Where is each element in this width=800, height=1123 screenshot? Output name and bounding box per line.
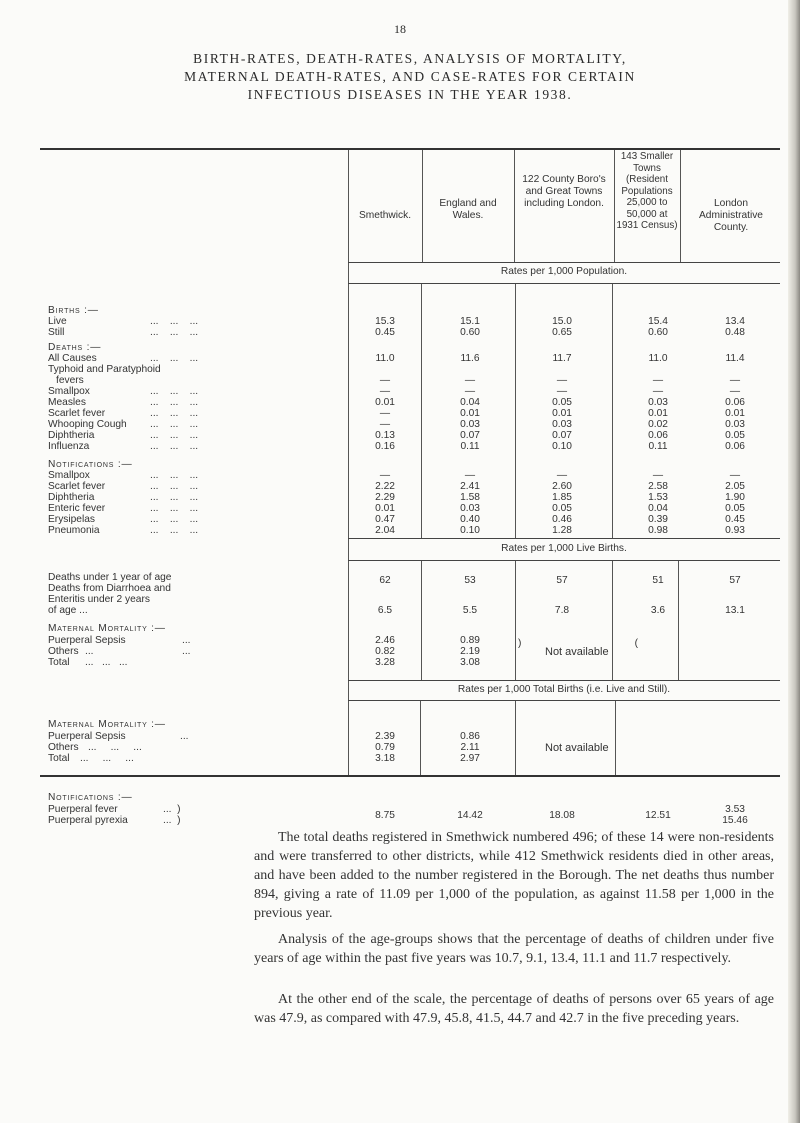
- row-label: Scarlet fever: [48, 408, 106, 419]
- band-label-live-births: Rates per 1,000 Live Births.: [501, 543, 627, 554]
- row-dots: ... ... ...: [150, 327, 199, 338]
- cell-smaller: 15.4: [648, 316, 668, 327]
- row-dots: ... ): [163, 804, 181, 815]
- cell-london: 0.06: [725, 441, 745, 452]
- row-dots: ... ... ...: [150, 430, 199, 441]
- column-separator: [515, 283, 516, 538]
- row-label: All Causes: [48, 353, 97, 364]
- cell-county: 15.0: [552, 316, 572, 327]
- row-label: Scarlet fever: [48, 481, 106, 492]
- cell-puerperal-county: 18.08: [549, 810, 575, 821]
- cell-county: 0.05: [552, 397, 572, 408]
- row-label-others: Others: [48, 646, 79, 657]
- cell-london: —: [729, 375, 741, 386]
- cell-england: 0.40: [460, 514, 480, 525]
- cell-smaller: 0.01: [648, 408, 668, 419]
- cell-london: 2.05: [725, 481, 745, 492]
- cell-smethwick: 11.0: [375, 353, 395, 364]
- row-label: Typhoid and Paratyphoid: [48, 364, 161, 375]
- column-separator: [680, 150, 681, 262]
- table-top-rule: [40, 148, 780, 150]
- cell-england: 0.07: [460, 430, 480, 441]
- column-header-england-wales: England and Wales.: [439, 198, 497, 221]
- cell-smaller: 2.58: [648, 481, 668, 492]
- cell-smaller: —: [652, 386, 664, 397]
- row-dots: ...: [182, 646, 191, 657]
- row-label: Measles: [48, 397, 86, 408]
- cell-county: 1.28: [552, 525, 572, 536]
- row-dots: ... ... ...: [150, 408, 199, 419]
- cell-county: —: [556, 386, 568, 397]
- table-bottom-rule: [40, 775, 780, 777]
- cell-diarrhoea-smaller: 3.6: [650, 605, 666, 616]
- cell-county: 0.65: [552, 327, 572, 338]
- column-separator: [614, 150, 615, 262]
- cell-smethwick: 0.47: [375, 514, 395, 525]
- paragraph-age-groups: Analysis of the age-groups shows that the percentage of deaths of children under five years of age within the past five years was 10.7, 9.1, 13.4, 11.1 and 11.7 respectively.: [254, 932, 774, 966]
- cell-england: 0.60: [460, 327, 480, 338]
- cell-england: 0.01: [460, 408, 480, 419]
- band-rule: [348, 283, 780, 284]
- row-label-diarrhoea-deaths: Deaths from Diarrhoea and: [48, 583, 171, 594]
- cell-smaller: —: [652, 470, 664, 481]
- section-label-notifications: Notifications :—: [48, 459, 133, 470]
- cell-maternal-sepsis-smethwick: 2.39: [375, 731, 395, 742]
- row-dots: ... ... ...: [80, 753, 134, 764]
- cell-diarrhoea-smethwick: 6.5: [377, 605, 393, 616]
- cell-county: 0.05: [552, 503, 572, 514]
- row-label-puerperal-pyrexia: Puerperal pyrexia: [48, 815, 128, 826]
- page-edge-shadow: [788, 0, 800, 1123]
- cell-diarrhoea-england: 5.5: [462, 605, 478, 616]
- column-separator: [612, 283, 613, 538]
- cell-maternal-total-smethwick: 3.18: [375, 753, 395, 764]
- cell-maternal-total-england: 2.97: [460, 753, 480, 764]
- cell-london: 0.93: [725, 525, 745, 536]
- row-dots: ... ... ...: [150, 481, 199, 492]
- cell-london: —: [729, 386, 741, 397]
- column-header-london: London Administrative County.: [699, 198, 763, 233]
- column-separator: [515, 560, 516, 680]
- cell-london: 0.45: [725, 514, 745, 525]
- cell-england: 0.11: [460, 441, 480, 452]
- row-label-puerperal-sepsis: Puerperal Sepsis: [48, 731, 126, 742]
- title-line: INFECTIOUS DISEASES IN THE YEAR 1938.: [247, 87, 573, 102]
- column-separator: [348, 150, 349, 775]
- cell-england: —: [464, 386, 476, 397]
- cell-infant-smethwick: 62: [379, 575, 391, 586]
- cell-smethwick: —: [379, 408, 391, 419]
- cell-puerperal-smethwick: 8.75: [375, 810, 395, 821]
- cell-england: 0.03: [460, 419, 480, 430]
- cell-puerperal-pyrexia-london: 15.46: [722, 815, 748, 826]
- cell-infant-england: 53: [464, 575, 476, 586]
- cell-smethwick: 0.45: [375, 327, 395, 338]
- cell-diarrhoea-county: 7.8: [554, 605, 570, 616]
- cell-smethwick: 0.16: [375, 441, 395, 452]
- column-header-county-boroughs: 122 County Boro's and Great Towns including London.: [522, 174, 606, 209]
- cell-london: 0.06: [725, 397, 745, 408]
- cell-london: —: [729, 470, 741, 481]
- cell-smethwick: —: [379, 470, 391, 481]
- row-label-others: Others: [48, 742, 79, 753]
- cell-smaller: 0.39: [648, 514, 668, 525]
- cell-smaller: 0.11: [648, 441, 668, 452]
- cell-england: 15.1: [460, 316, 480, 327]
- cell-smethwick: 0.01: [375, 503, 395, 514]
- cell-smaller: 0.03: [648, 397, 668, 408]
- cell-london: 0.01: [725, 408, 745, 419]
- column-header-smaller-towns: 143 Smaller Towns (Resident Populations 25,000 to 50,000 at 1931 Census): [616, 151, 678, 231]
- cell-county: 11.7: [552, 353, 572, 364]
- column-separator: [515, 700, 516, 775]
- band-rule: [348, 700, 780, 701]
- section-label-notifications: Notifications :—: [48, 792, 133, 803]
- cell-county: 0.03: [552, 419, 572, 430]
- column-separator: [514, 150, 515, 262]
- not-available-note: ) (: [518, 638, 639, 649]
- cell-county: 0.10: [552, 441, 572, 452]
- band-rule: [348, 262, 780, 263]
- cell-smaller: 0.06: [648, 430, 668, 441]
- cell-smethwick: 0.13: [375, 430, 395, 441]
- cell-smaller: 0.60: [648, 327, 668, 338]
- row-dots: ...: [180, 731, 189, 742]
- row-dots: ... ... ...: [150, 353, 199, 364]
- cell-maternal-others-england: 2.11: [460, 742, 480, 753]
- cell-infant-london: 57: [729, 575, 741, 586]
- cell-england: —: [464, 470, 476, 481]
- cell-england: 0.10: [460, 525, 480, 536]
- cell-smethwick: —: [379, 375, 391, 386]
- row-label: Enteric fever: [48, 503, 106, 514]
- row-label-puerperal-fever: Puerperal fever: [48, 804, 118, 815]
- cell-puerperal-england: 14.42: [457, 810, 483, 821]
- cell-maternal-total-england: 3.08: [460, 657, 480, 668]
- cell-london: 11.4: [725, 353, 745, 364]
- row-dots: ... ... ...: [85, 657, 128, 668]
- section-label-maternal-mortality: Maternal Mortality :—: [48, 719, 166, 730]
- cell-maternal-total-smethwick: 3.28: [375, 657, 395, 668]
- row-label: Whooping Cough: [48, 419, 127, 430]
- row-dots: ... ... ...: [150, 525, 199, 536]
- column-separator: [612, 560, 613, 680]
- paragraph-over-65: At the other end of the scale, the percentage of deaths of persons over 65 years of age was 47.9, as compared with 47.9, 45.8, 41.5, 44.7 and 42.7 in the five preceding years.: [254, 992, 774, 1026]
- cell-infant-smaller: 51: [652, 575, 664, 586]
- row-label: Still: [48, 327, 65, 338]
- cell-london: 13.4: [725, 316, 745, 327]
- column-separator: [421, 283, 422, 538]
- row-dots: ... ... ...: [150, 316, 199, 327]
- cell-puerperal-smaller: 12.51: [645, 810, 671, 821]
- row-label-diarrhoea-deaths: of age ...: [48, 605, 88, 616]
- band-label-total-births: Rates per 1,000 Total Births (i.e. Live and Still).: [457, 684, 671, 695]
- cell-county: —: [556, 470, 568, 481]
- cell-england: 2.41: [460, 481, 480, 492]
- row-label-total: Total: [48, 753, 70, 764]
- paragraph-total-deaths: The total deaths registered in Smethwick numbered 496; of these 14 were non-residents and were transferred to other districts, while 412 Smethwick residents died in other areas, and have been added to the number registered in the Borough. The net deaths thus number 894, giving a rate of 11.09 per 1,000 of the population, as against 11.58 per 1,000 in the previous year.: [254, 830, 774, 921]
- cell-smaller: 0.02: [648, 419, 668, 430]
- cell-england: 0.03: [460, 503, 480, 514]
- row-label-infant-deaths: Deaths under 1 year of age: [48, 572, 172, 583]
- cell-smethwick: 2.04: [375, 525, 395, 536]
- row-label: Live: [48, 316, 67, 327]
- cell-london: 0.48: [725, 327, 745, 338]
- cell-smethwick: 15.3: [375, 316, 395, 327]
- column-separator: [615, 700, 616, 775]
- row-label: Erysipelas: [48, 514, 95, 525]
- cell-maternal-others-smethwick: 0.79: [375, 742, 395, 753]
- cell-smethwick: 2.22: [375, 481, 395, 492]
- row-dots: ... ... ...: [150, 503, 199, 514]
- row-dots: ...: [85, 646, 94, 657]
- cell-england: 11.6: [460, 353, 480, 364]
- row-label: fevers: [56, 375, 84, 386]
- row-dots: ... ... ...: [150, 514, 199, 525]
- cell-london: 0.05: [725, 503, 745, 514]
- row-dots: ... ... ...: [150, 397, 199, 408]
- table-title: [120, 50, 700, 104]
- cell-smaller: 0.04: [648, 503, 668, 514]
- row-label-diarrhoea-deaths: Enteritis under 2 years: [48, 594, 150, 605]
- cell-maternal-sepsis-smethwick: 2.46: [375, 635, 395, 646]
- section-label-deaths: Deaths :—: [48, 342, 102, 353]
- cell-smethwick: —: [379, 386, 391, 397]
- row-dots: ... ... ...: [150, 419, 199, 430]
- column-separator: [420, 700, 421, 775]
- cell-london: 0.03: [725, 419, 745, 430]
- cell-puerperal-fever-london: 3.53: [725, 804, 745, 815]
- cell-maternal-others-smethwick: 0.82: [375, 646, 395, 657]
- cell-england: 0.04: [460, 397, 480, 408]
- cell-county: 0.46: [552, 514, 572, 525]
- cell-england: —: [464, 375, 476, 386]
- row-label: Diphtheria: [48, 430, 95, 441]
- row-dots: ... ... ...: [150, 386, 199, 397]
- row-label-puerperal-sepsis: Puerperal Sepsis: [48, 635, 126, 646]
- cell-england: 1.58: [460, 492, 480, 503]
- cell-smaller: 0.98: [648, 525, 668, 536]
- column-separator: [421, 560, 422, 680]
- cell-smaller: 1.53: [648, 492, 668, 503]
- band-rule: [348, 680, 780, 681]
- row-dots: ... ... ...: [150, 441, 199, 452]
- row-dots: ... ... ...: [150, 492, 199, 503]
- title-line: BIRTH-RATES, DEATH-RATES, ANALYSIS OF MORTALITY,: [193, 51, 627, 66]
- cell-smethwick: 2.29: [375, 492, 395, 503]
- cell-smaller: 11.0: [648, 353, 668, 364]
- row-dots: ... ): [163, 815, 181, 826]
- row-label: Influenza: [48, 441, 90, 452]
- row-label: Smallpox: [48, 470, 90, 481]
- row-label: Pneumonia: [48, 525, 100, 536]
- cell-county: 2.60: [552, 481, 572, 492]
- cell-county: 0.01: [552, 408, 572, 419]
- cell-smethwick: 0.01: [375, 397, 395, 408]
- row-label: Diphtheria: [48, 492, 95, 503]
- page-number: 18: [394, 22, 406, 36]
- band-rule: [348, 538, 780, 539]
- band-rule: [348, 560, 780, 561]
- cell-smaller: —: [652, 375, 664, 386]
- cell-county: 1.85: [552, 492, 572, 503]
- cell-london: 1.90: [725, 492, 745, 503]
- not-available-label: Not available: [545, 742, 609, 754]
- column-separator: [422, 150, 423, 262]
- section-label-births: Births :—: [48, 305, 99, 316]
- title-line: MATERNAL DEATH-RATES, AND CASE-RATES FOR CERTAIN: [184, 69, 636, 84]
- cell-maternal-others-england: 2.19: [460, 646, 480, 657]
- cell-maternal-sepsis-england: 0.89: [460, 635, 480, 646]
- cell-london: 0.05: [725, 430, 745, 441]
- row-dots: ... ... ...: [88, 742, 142, 753]
- column-header-smethwick: Smethwick.: [358, 210, 412, 221]
- cell-diarrhoea-london: 13.1: [725, 605, 745, 616]
- cell-maternal-sepsis-england: 0.86: [460, 731, 480, 742]
- cell-infant-county: 57: [556, 575, 568, 586]
- not-available-label: Not available: [545, 646, 609, 658]
- row-label: Smallpox: [48, 386, 90, 397]
- cell-county: 0.07: [552, 430, 572, 441]
- band-label-population: Rates per 1,000 Population.: [500, 266, 628, 277]
- cell-smethwick: —: [379, 419, 391, 430]
- row-dots: ... ... ...: [150, 470, 199, 481]
- cell-county: —: [556, 375, 568, 386]
- section-label-maternal-mortality: Maternal Mortality :—: [48, 623, 166, 634]
- row-label-total: Total: [48, 657, 70, 668]
- row-dots: ...: [182, 635, 191, 646]
